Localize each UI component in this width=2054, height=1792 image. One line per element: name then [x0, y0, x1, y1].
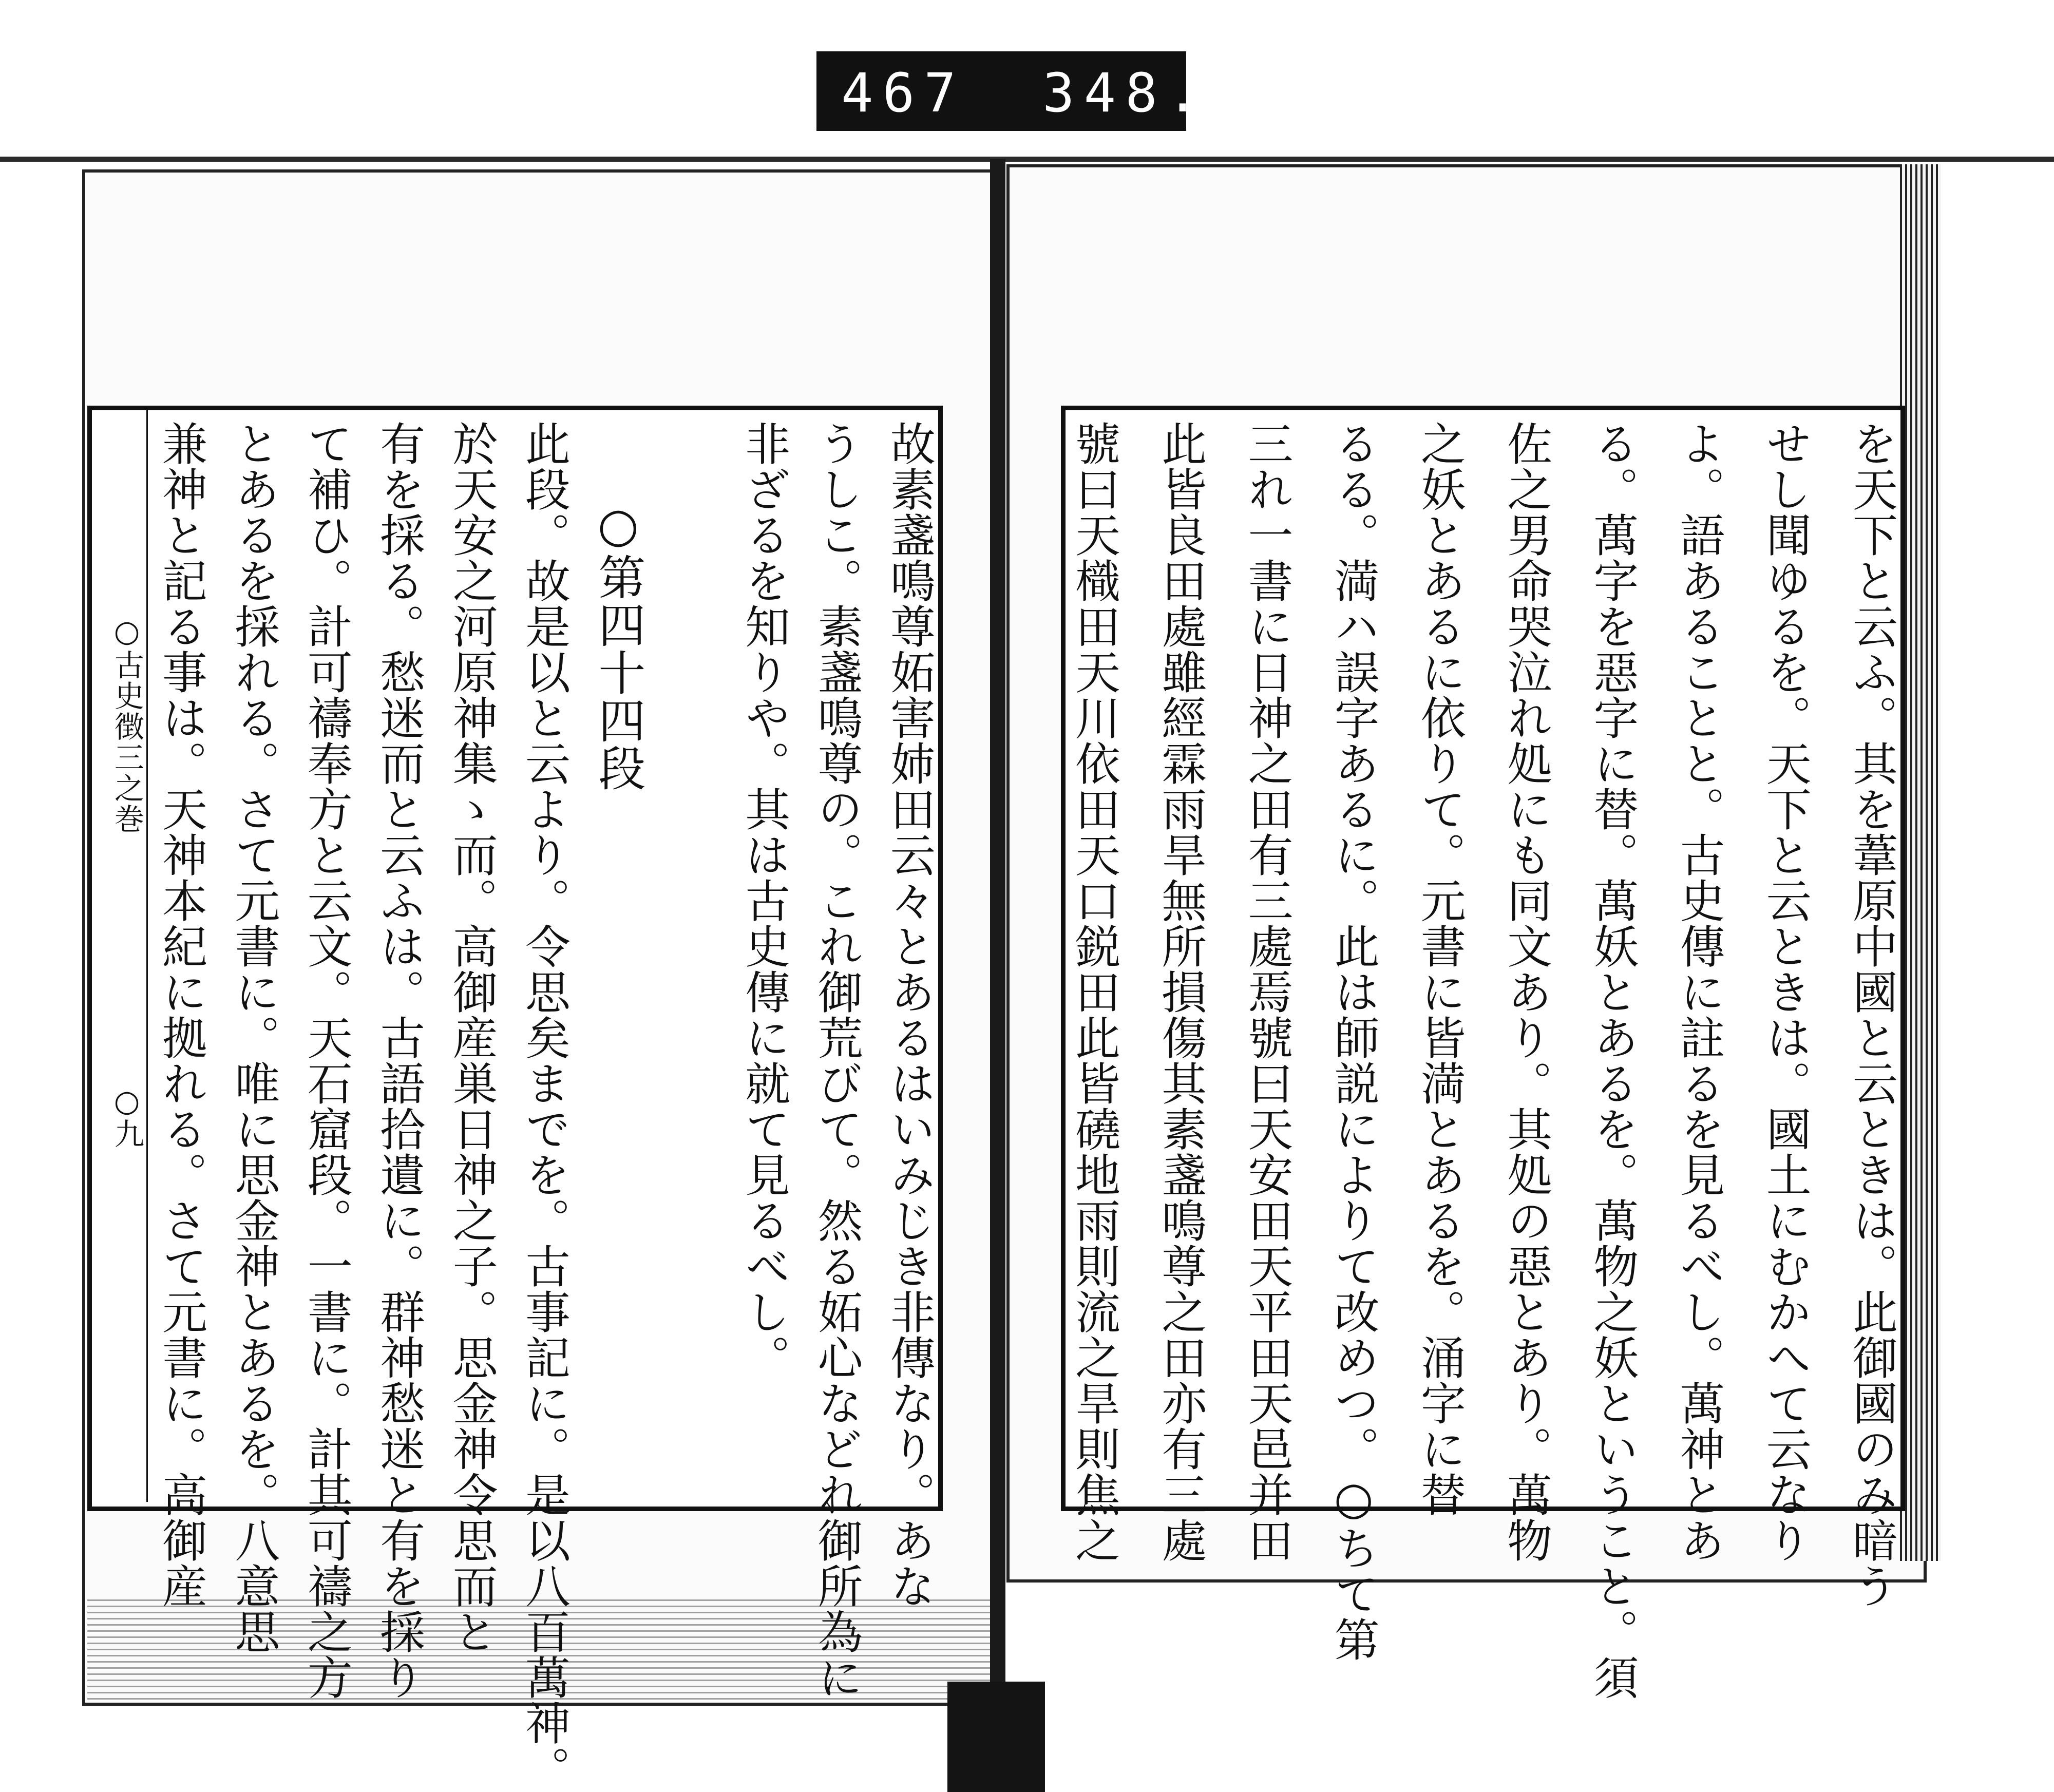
- microfilm-frame-label: [816, 51, 1208, 131]
- text-column: 有を採る。愁迷而と云ふは。古語拾遺に。群神愁迷と有を採り: [373, 421, 426, 1700]
- text-column: を天下と云ふ。其を葦原中國と云ときは。此御國のみ暗う: [1845, 421, 1898, 1609]
- text-column: うしこ。素盞鳴尊の。これ御荒びて。然る妬心などれ御所為に: [810, 421, 864, 1700]
- scan-edge-line: [0, 157, 2054, 162]
- frame-number-right: 348.: [1042, 62, 1208, 124]
- left-columns: [155, 421, 936, 1791]
- text-column: るる。満ハ誤字あるに。此は師説によりて改めつ。○ちて第: [1327, 421, 1380, 1662]
- text-column: 佐之男命哭泣れ処にも同文あり。其処の惡とあり。萬物: [1500, 421, 1553, 1563]
- text-column: とあるを採れる。さて元書に。唯に思金神とあるを。八意思: [227, 421, 281, 1654]
- frame-number-left: 467: [841, 62, 965, 124]
- running-title: ○古史徴三之巻: [109, 614, 144, 834]
- text-column: 故素盞鳴尊妬害姉田云々とあるはいみじき非傳なり。あな: [883, 421, 936, 1609]
- text-column: て補ひ。計可禱奉方と云文。天石窟段。一書に。計其可禱之方: [300, 421, 353, 1700]
- text-column: せし聞ゆるを。天下と云ときは。國土にむかへて云なり: [1759, 421, 1812, 1563]
- text-column: 號曰天樴田天川依田天口鋭田此皆磽地雨則流之旱則焦之: [1068, 421, 1121, 1563]
- right-columns: [1068, 421, 1898, 1700]
- page-edges: [1900, 164, 1941, 1561]
- text-column: る。萬字を惡字に替。萬妖とあるを。萬物之妖ということ。須: [1586, 421, 1640, 1700]
- text-column: よ。語あることと。古史傳に註るを見るべし。萬神とあ: [1672, 421, 1726, 1563]
- text-column: 於天安之河原神集ゝ而。高御産巣日神之子。思金神令思而と: [445, 421, 499, 1654]
- book-spine: [990, 159, 1005, 1700]
- left-text-block: [87, 406, 943, 1791]
- text-column: 此段。故是以と云より。令思矣までを。古事記に。是以八百萬神。: [518, 421, 571, 1791]
- text-column: 三れ一書に日神之田有三處焉號曰天安田天平田天邑并田: [1241, 421, 1294, 1563]
- section-heading: ○第四十四段: [591, 498, 646, 792]
- text-column: 兼神と記る事は。天神本紀に拠れる。さて元書に。高御産: [155, 421, 208, 1609]
- text-column: 此皆良田處雖經霖雨旱無所損傷其素盞鳴尊之田亦有三處: [1154, 421, 1208, 1563]
- right-text-block: [1061, 406, 1905, 1700]
- spine-shadow: [947, 1682, 1045, 1792]
- text-column: 非ざるを知りや。其は古史傳に就て見るべし。: [738, 421, 791, 1380]
- page-number: ○九: [109, 1083, 144, 1148]
- text-column: 之妖とあるに依りて。元書に皆満とあるを。涌字に替: [1413, 421, 1467, 1517]
